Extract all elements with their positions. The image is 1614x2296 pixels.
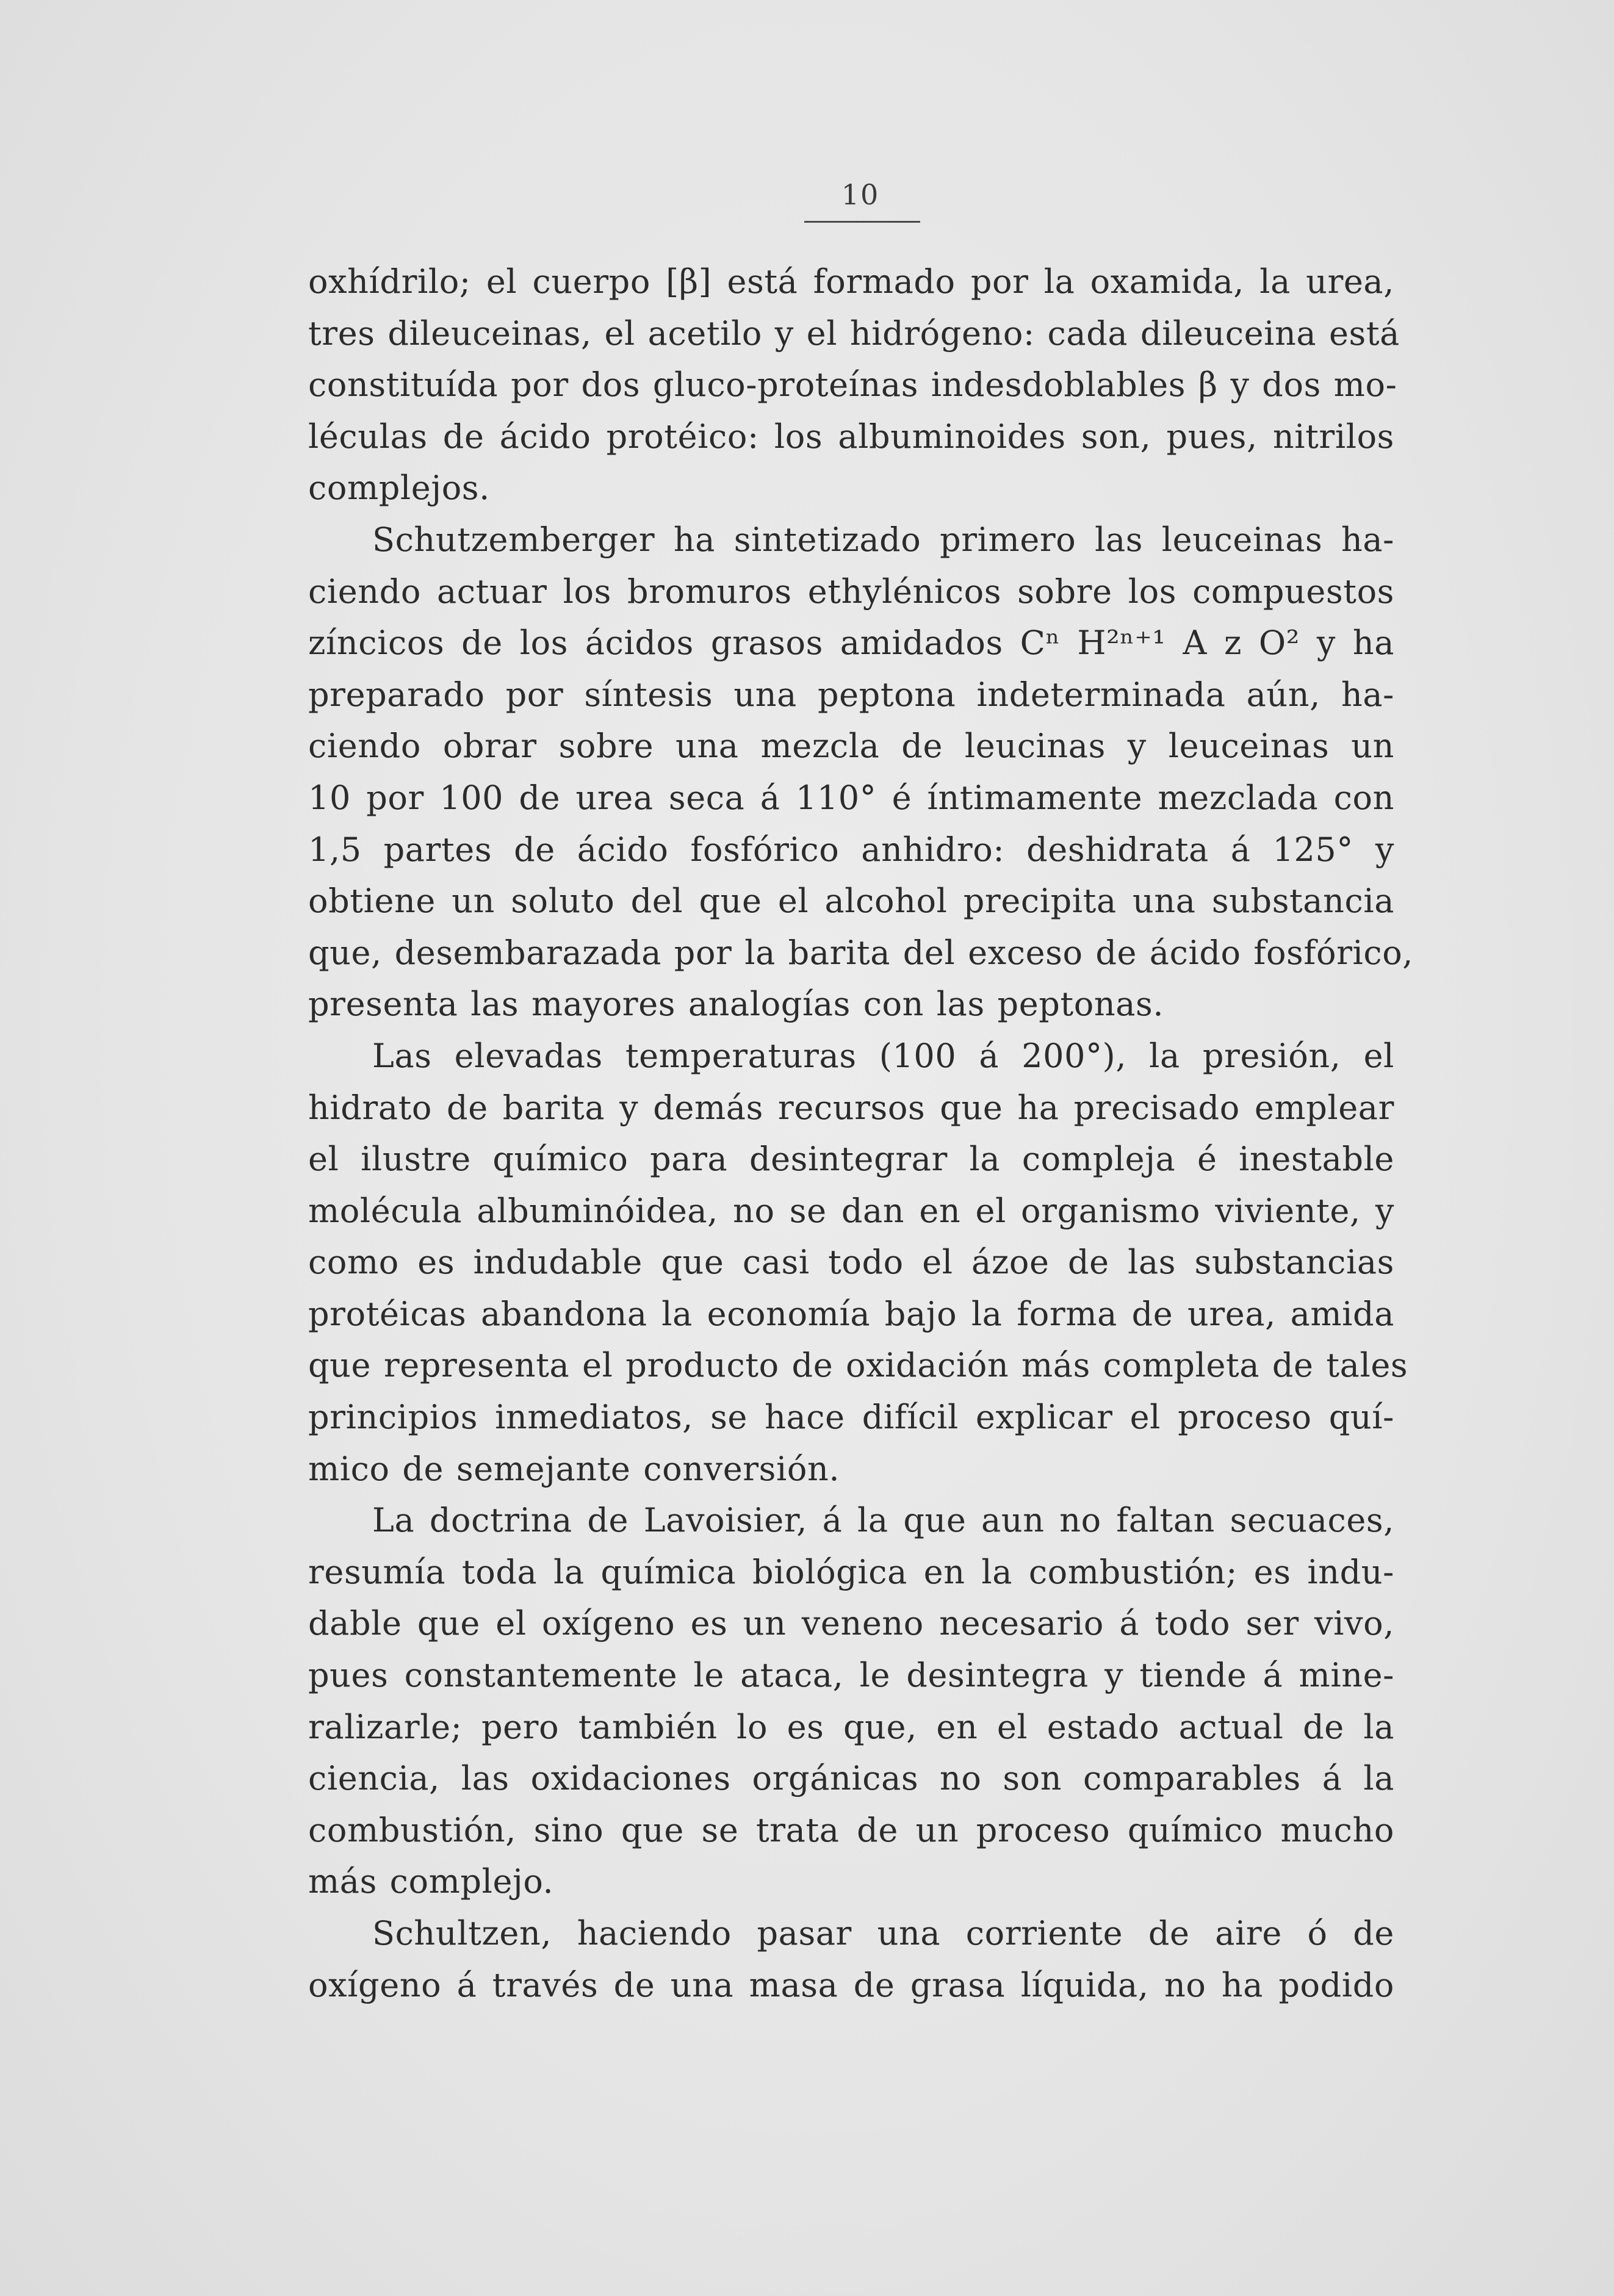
paragraph <box>308 514 1414 1031</box>
paragraph <box>308 1495 1394 1908</box>
text-line: complejos. <box>308 469 490 508</box>
text-line: molécula albuminóidea, no se dan en el organismo viviente, y <box>308 1191 1394 1230</box>
text-line: Schultzen, haciendo pasar una corriente de aire ó de <box>372 1914 1394 1952</box>
text-line: dable que el oxígeno es un veneno necesario á todo ser vivo, <box>308 1604 1394 1643</box>
text-line: Las elevadas temperaturas (100 á 200°), la presión, el <box>372 1036 1394 1075</box>
text-line: pues constantemente le ataca, le desintegra y tiende á mine- <box>308 1656 1394 1695</box>
page-number-rule <box>804 221 920 223</box>
text-line: ciendo actuar los bromuros ethylénicos sobre los compuestos <box>308 572 1394 611</box>
text-line: el ilustre químico para desintegrar la compleja é inestable <box>308 1140 1394 1179</box>
text-line: más complejo. <box>308 1862 554 1901</box>
text-line: preparado por síntesis una peptona indeterminada aún, ha- <box>308 675 1394 714</box>
text-line: ralizarle; pero también lo es que, en el estado actual de la <box>308 1707 1394 1746</box>
text-line: 1,5 partes de ácido fosfórico anhidro: deshidrata á 125° y <box>308 830 1394 869</box>
paragraph <box>308 256 1400 514</box>
text-line: La doctrina de Lavoisier, á la que aun no faltan secuaces, <box>372 1501 1394 1540</box>
text-line: Schutzemberger ha sintetizado primero las leuceinas ha- <box>372 520 1394 559</box>
text-line: mico de semejante conversión. <box>308 1449 840 1488</box>
text-line: zíncicos de los ácidos grasos amidados Cⁿ H²ⁿ⁺¹ A z O² y ha <box>308 624 1394 663</box>
text-line: oxhídrilo; el cuerpo [β] está formado por la oxamida, la urea, <box>308 262 1394 301</box>
text-line: que, desembarazada por la barita del exceso de ácido fosfórico, <box>308 933 1414 972</box>
text-line: oxígeno á través de una masa de grasa líquida, no ha podido <box>308 1965 1394 2004</box>
text-line: 10 por 100 de urea seca á 110° é íntimamente mezclada con <box>308 778 1394 817</box>
text-line: ciendo obrar sobre una mezcla de leucinas y leuceinas un <box>308 727 1394 766</box>
text-line: combustión, sino que se trata de un proceso químico mucho <box>308 1810 1394 1849</box>
text-line: resumía toda la química biológica en la combustión; es indu- <box>308 1552 1394 1591</box>
text-line: léculas de ácido protéico: los albuminoides son, pues, nitrilos <box>308 417 1394 456</box>
text-line: que representa el producto de oxidación más completa de tales <box>308 1346 1408 1385</box>
text-line: constituída por dos gluco-proteínas indesdoblables β y dos mo- <box>308 365 1397 405</box>
text-line: obtiene un soluto del que el alcohol precipita una substancia <box>308 882 1394 921</box>
text-line: como es indudable que casi todo el ázoe de las substancias <box>308 1243 1394 1282</box>
text-line: principios inmediatos, se hace difícil explicar el proceso quí- <box>308 1398 1394 1437</box>
paragraph <box>308 1908 1394 2011</box>
text-line: tres dileuceinas, el acetilo y el hidrógeno: cada dileuceina está <box>308 314 1400 353</box>
text-line: hidrato de barita y demás recursos que ha precisado emplear <box>308 1088 1394 1127</box>
text-line: presenta las mayores analogías con las peptonas. <box>308 985 1164 1024</box>
body-text <box>308 256 1414 2011</box>
text-line: ciencia, las oxidaciones orgánicas no son comparables á la <box>308 1759 1394 1798</box>
paragraph <box>308 1031 1408 1495</box>
text-line: protéicas abandona la economía bajo la forma de urea, amida <box>308 1294 1394 1333</box>
page-number: 10 <box>841 178 880 211</box>
